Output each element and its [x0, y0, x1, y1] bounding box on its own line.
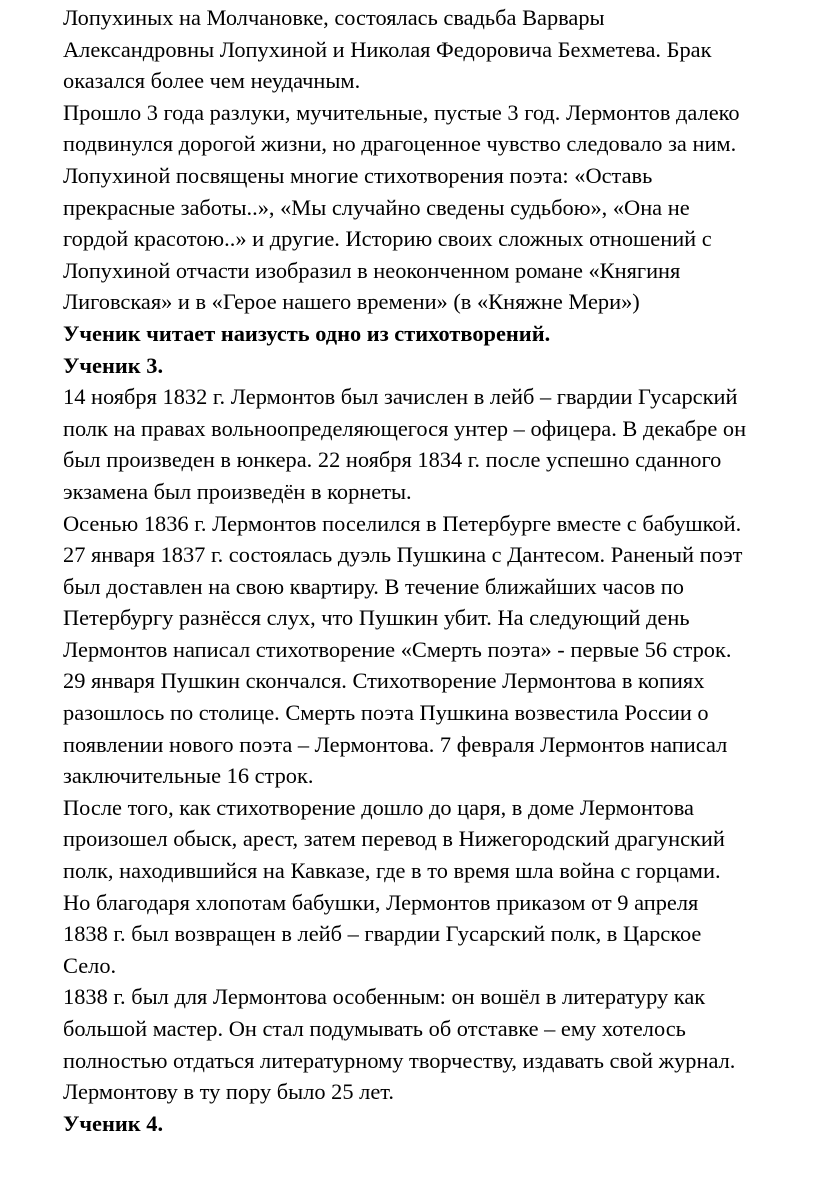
text-line: экзамена был произведён в корнеты. [63, 478, 412, 504]
text-line: Лермонтову в ту пору было 25 лет. [63, 1079, 394, 1105]
text-line: полностью отдаться литературному творчеству, издавать свой журнал. [63, 1047, 736, 1073]
text-line: Лопухиных на Молчановке, состоялась свадьба Варвары [63, 5, 605, 30]
text-line: Но благодаря хлопотам бабушки, Лермонтов приказом от 9 апреля [63, 889, 699, 915]
text-line: оказался более чем неудачным. [63, 68, 361, 94]
text-line: полк, находившийся на Кавказе, где в то время шла война с горцами. [63, 858, 721, 884]
text-line: полк на правах вольноопределяющегося унтер – офицера. В декабре он [63, 415, 747, 441]
text-line: Лиговская» и в «Герое нашего времени» (в «Княжне Мери») [63, 289, 640, 315]
heading-line: Ученик 3. [63, 352, 164, 378]
text-line: После того, как стихотворение дошло до царя, в доме Лермонтова [63, 794, 694, 820]
text-line: прекрасные заботы..», «Мы случайно сведены судьбою», «Она не [63, 194, 690, 220]
text-line: Прошло 3 года разлуки, мучительные, пустые 3 год. Лермонтов далеко [63, 99, 740, 125]
text-line: подвинулся дорогой жизни, но драгоценное чувство следовало за ним. [63, 131, 737, 157]
text-line: появлении нового поэта – Лермонтова. 7 февраля Лермонтов написал [63, 731, 728, 757]
text-line: разошлось по столице. Смерть поэта Пушкина возвестила России о [63, 700, 709, 726]
text-line: гордой красотою..» и другие. Историю своих сложных отношений с [63, 226, 712, 252]
text-line: 29 января Пушкин скончался. Стихотворение Лермонтова в копиях [63, 668, 705, 694]
text-line: Лермонтов написал стихотворение «Смерть поэта» - первые 56 строк. [63, 636, 732, 662]
text-line: произошел обыск, арест, затем перевод в Нижегородский драгунский [63, 826, 725, 852]
text-line: Осенью 1836 г. Лермонтов поселился в Петербурге вместе с бабушкой. [63, 510, 742, 536]
text-line: 1838 г. был возвращен в лейб – гвардии Гусарский полк, в Царское [63, 921, 702, 947]
text-line: Александровны Лопухиной и Николая Федоровича Бехметева. Брак [63, 36, 712, 62]
text-line: 14 ноября 1832 г. Лермонтов был зачислен в лейб – гвардии Гусарский [63, 384, 738, 410]
text-line: Лопухиной посвящены многие стихотворения поэта: «Оставь [63, 162, 653, 188]
text-line: был доставлен на свою квартиру. В течение ближайших часов по [63, 573, 684, 599]
text-line: заключительные 16 строк. [63, 763, 314, 789]
text-line: Село. [63, 952, 117, 978]
document-page [63, 2, 813, 1139]
text-line: 27 января 1837 г. состоялась дуэль Пушкина с Дантесом. Раненый поэт [63, 542, 743, 568]
text-line: большой мастер. Он стал подумывать об отставке – ему хотелось [63, 1016, 686, 1041]
text-line: 1838 г. был для Лермонтова особенным: он вошёл в литературу как [63, 984, 706, 1010]
text-line: Петербургу разнёсся слух, что Пушкин убит. На следующий день [63, 605, 690, 631]
heading-line: Ученик читает наизусть одно из стихотворений. [63, 320, 551, 346]
heading-line: Ученик 4. [63, 1110, 164, 1136]
text-line: Лопухиной отчасти изобразил в неоконченном романе «Княгиня [63, 257, 681, 283]
text-line: был произведен в юнкера. 22 ноября 1834 г. после успешно сданного [63, 447, 722, 473]
